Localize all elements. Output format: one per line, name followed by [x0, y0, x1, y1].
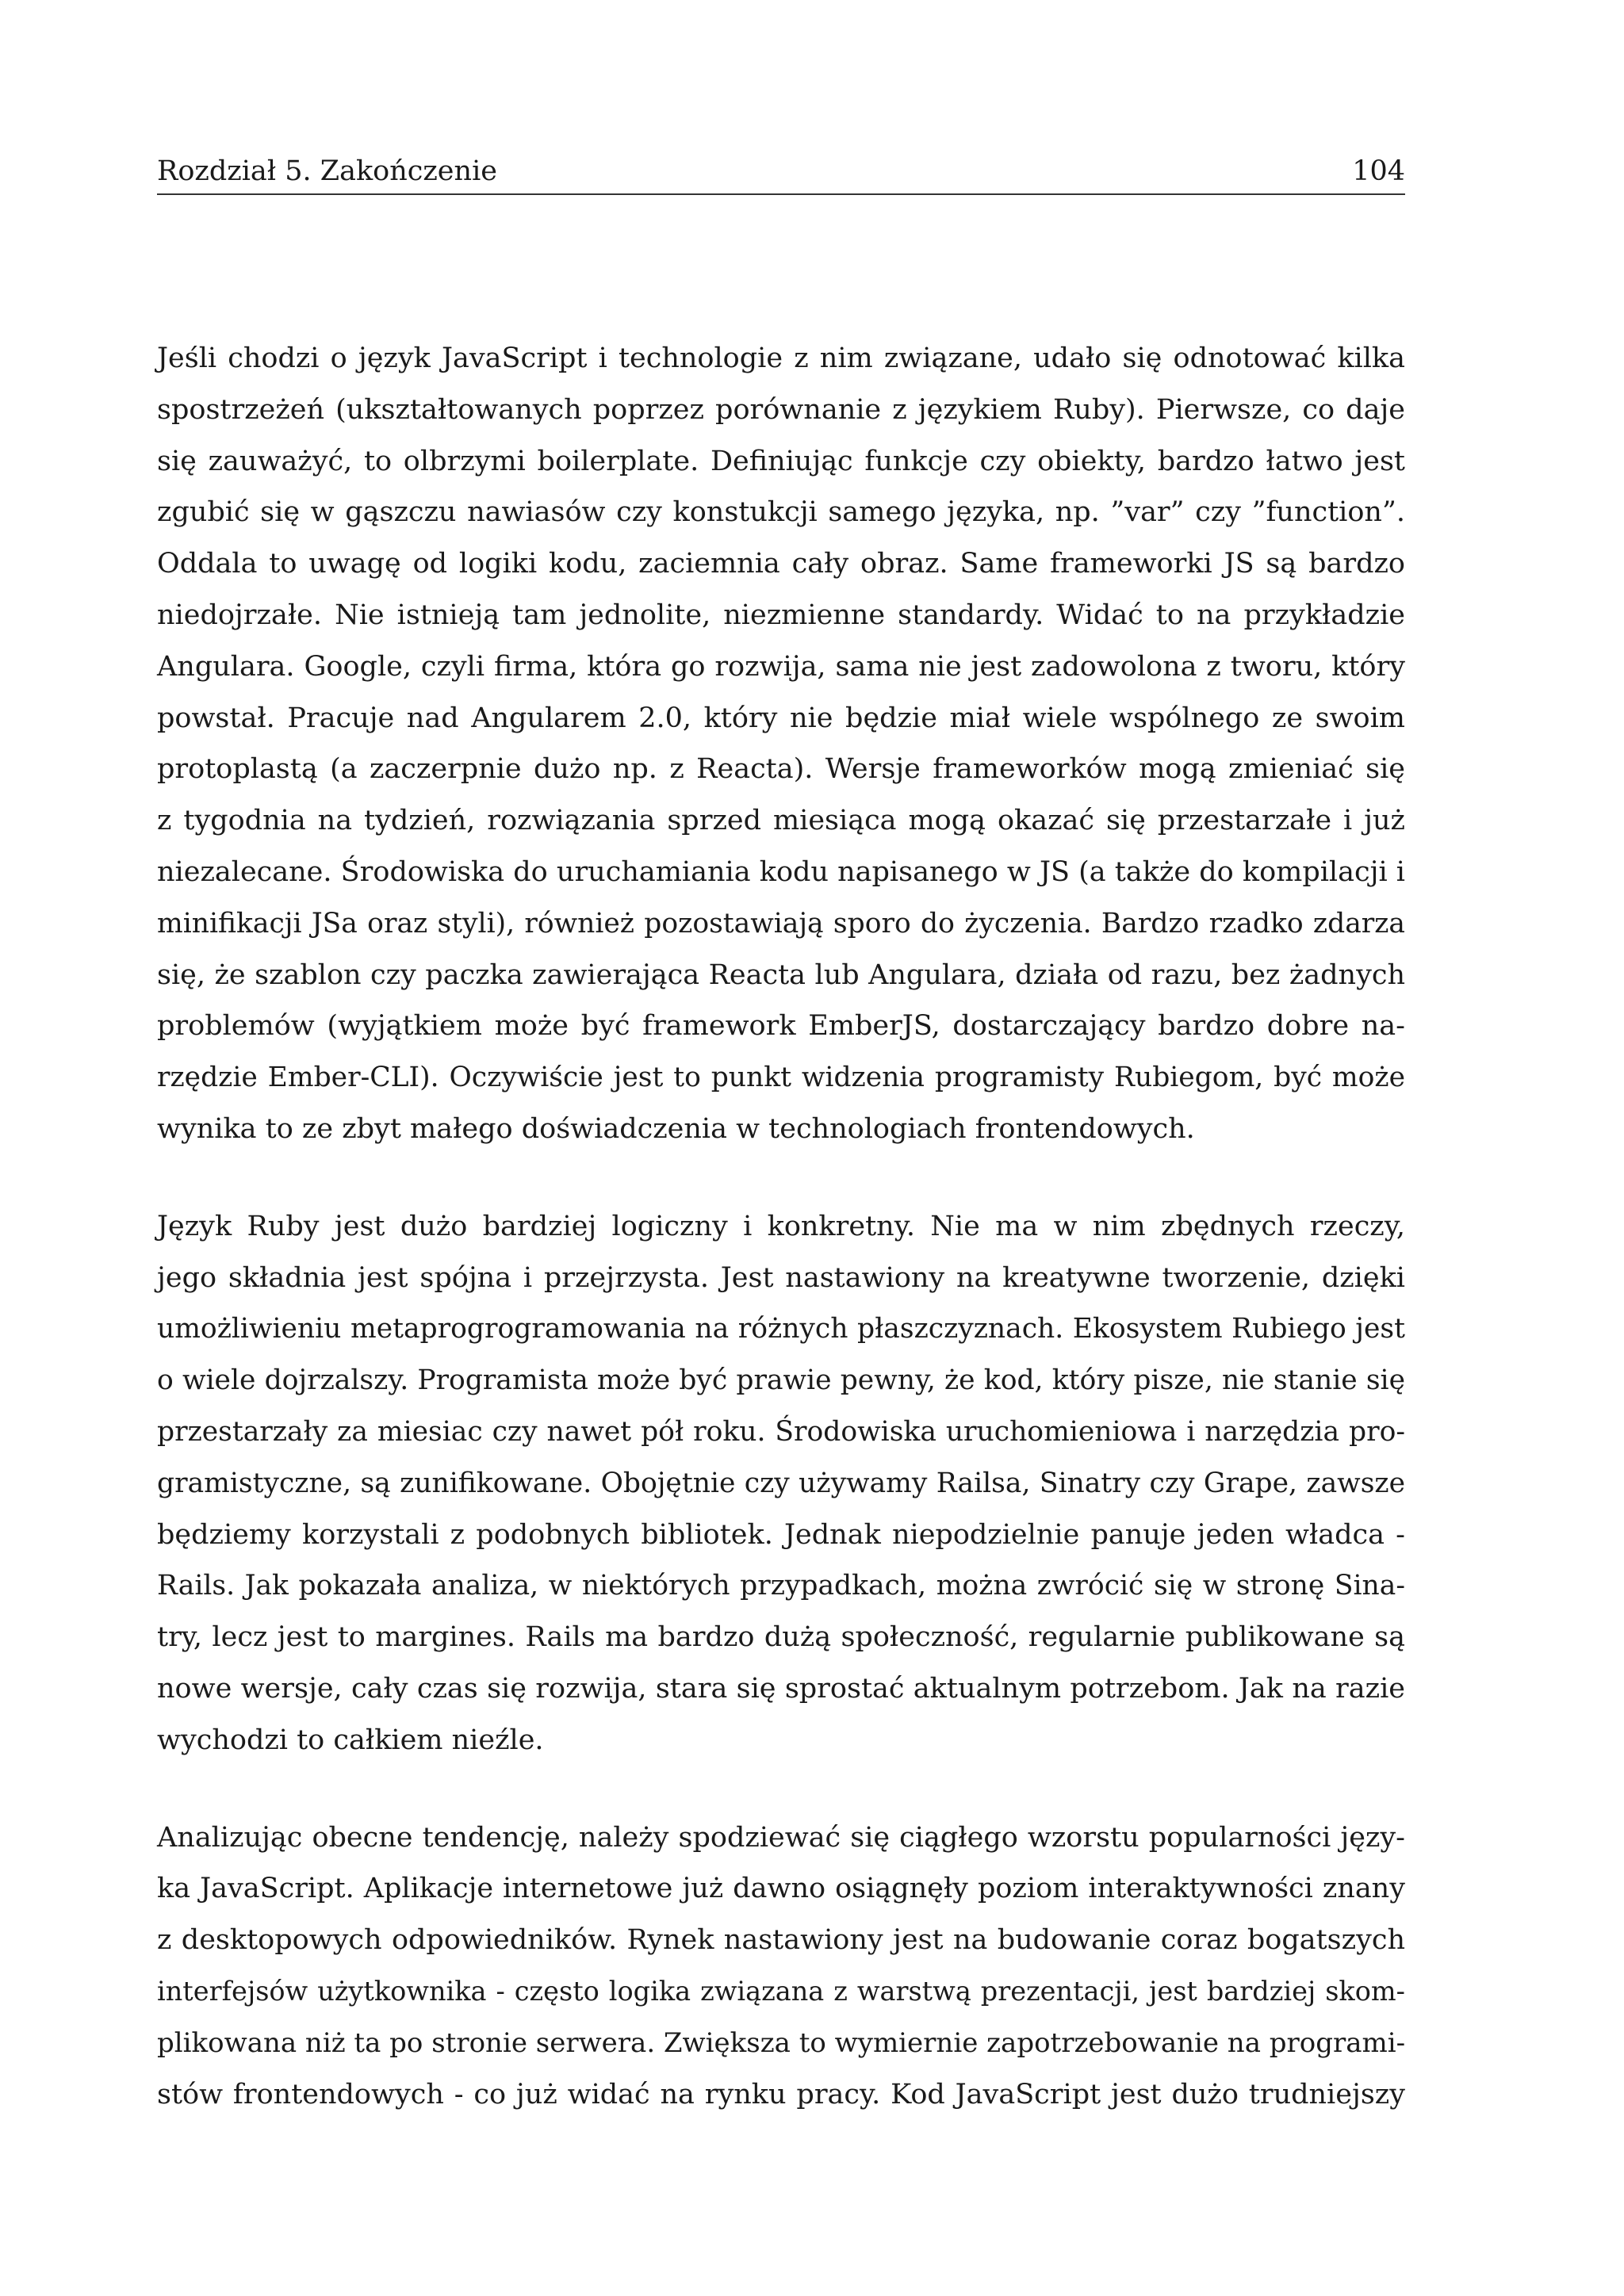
paragraph-trends	[157, 1812, 1405, 2121]
paragraph-javascript	[157, 333, 1405, 1155]
text-line: niedojrzałe. Nie istnieją tam jednolite, niezmienne standardy. Widać to na przykładzie	[157, 599, 1405, 631]
text-line: stów frontendowych - co już widać na rynku pracy. Kod JavaScript jest dużo trudniejszy	[157, 2078, 1405, 2110]
text-line: przestarzały za miesiac czy nawet pół roku. Środowiska uruchomieniowa i narzędzia pro-	[157, 1415, 1405, 1448]
text-line: ka JavaScript. Aplikacje internetowe już dawno osiągnęły poziom interaktywności znany	[157, 1873, 1405, 1905]
text-line: o wiele dojrzalszy. Programista może być prawie pewny, że kod, który pisze, nie stanie się	[157, 1364, 1405, 1397]
text-line: gramistyczne, są zunifikowane. Obojętnie czy używamy Railsa, Sinatry czy Grape, zawsze	[157, 1467, 1405, 1499]
text-line: Analizując obecne tendencję, należy spodziewać się ciągłego wzorstu popularności języ-	[157, 1821, 1405, 1854]
text-line: Oddala to uwagę od logiki kodu, zaciemnia cały obraz. Same frameworki JS są bardzo	[157, 548, 1405, 580]
text-line: z tygodnia na tydzień, rozwiązania sprzed miesiąca mogą okazać się przestarzałe i już	[157, 805, 1405, 837]
text-line: umożliwieniu metaprogrogramowania na różnych płaszczyznach. Ekosystem Rubiego jest	[157, 1313, 1405, 1345]
page-number: 104	[1352, 155, 1405, 187]
text-line: Angulara. Google, czyli firma, która go rozwija, sama nie jest zadowolona z tworu, który	[157, 650, 1405, 683]
text-line: Jeśli chodzi o język JavaScript i technologie z nim związane, udało się odnotować kilka	[157, 342, 1405, 374]
text-line: protoplastą (a zaczerpnie dużo np. z Reacta). Wersje frameworków mogą zmieniać się	[157, 753, 1405, 786]
chapter-title: Rozdział 5. Zakończenie	[157, 155, 497, 187]
text-line: wynika to ze zbyt małego doświadczenia w technologiach frontendowych.	[157, 1112, 1195, 1145]
text-line: Rails. Jak pokazała analiza, w niektórych przypadkach, można zwrócić się w stronę Sina-	[157, 1570, 1405, 1602]
text-line: się zauważyć, to olbrzymi boilerplate. Definiując funkcje czy obiekty, bardzo łatwo jest	[157, 445, 1405, 477]
text-line: try, lecz jest to margines. Rails ma bardzo dużą społeczność, regularnie publikowane są	[157, 1621, 1405, 1654]
body-text	[157, 333, 1405, 2166]
text-line: zgubić się w gąszczu nawiasów czy konstukcji samego języka, np. ”var” czy ”function”.	[157, 496, 1405, 529]
text-line: wychodzi to całkiem nieźle.	[157, 1724, 544, 1756]
text-line: z desktopowych odpowiedników. Rynek nastawiony jest na budowanie coraz bogatszych	[157, 1924, 1405, 1957]
running-header	[157, 154, 1405, 195]
text-line: się, że szablon czy paczka zawierająca Reacta lub Angulara, działa od razu, bez żadnych	[157, 959, 1405, 991]
text-line: rzędzie Ember-CLI). Oczywiście jest to punkt widzenia programisty Rubiegom, być może	[157, 1062, 1405, 1094]
paragraph-ruby	[157, 1201, 1405, 1766]
text-line: Język Ruby jest dużo bardziej logiczny i konkretny. Nie ma w nim zbędnych rzeczy,	[157, 1210, 1405, 1242]
text-line: spostrzeżeń (ukształtowanych poprzez porównanie z językiem Ruby). Pierwsze, co daje	[157, 393, 1405, 426]
text-line: problemów (wyjątkiem może być framework EmberJS, dostarczający bardzo dobre na-	[157, 1010, 1405, 1043]
text-line: będziemy korzystali z podobnych bibliotek. Jednak niepodzielnie panuje jeden władca -	[157, 1518, 1405, 1551]
text-line: jego składnia jest spójna i przejrzysta. Jest nastawiony na kreatywne tworzenie, dzięki	[157, 1261, 1405, 1294]
text-line: niezalecane. Środowiska do uruchamiania kodu napisanego w JS (a także do kompilacji i	[157, 855, 1405, 888]
text-line: powstał. Pracuje nad Angularem 2.0, który nie będzie miał wiele wspólnego ze swoim	[157, 702, 1405, 734]
text-line: plikowana niż ta po stronie serwera. Zwiększa to wymiernie zapotrzebowanie na programi-	[157, 2026, 1406, 2059]
text-line: interfejsów użytkownika - często logika związana z warstwą prezentacji, jest bardziej skom-	[157, 1975, 1405, 2007]
text-line: minifikacji JSa oraz styli), również pozostawiają sporo do życzenia. Bardzo rzadko zdarza	[157, 907, 1405, 939]
text-line: nowe wersje, cały czas się rozwija, stara się sprostać aktualnym potrzebom. Jak na razie	[157, 1672, 1405, 1705]
